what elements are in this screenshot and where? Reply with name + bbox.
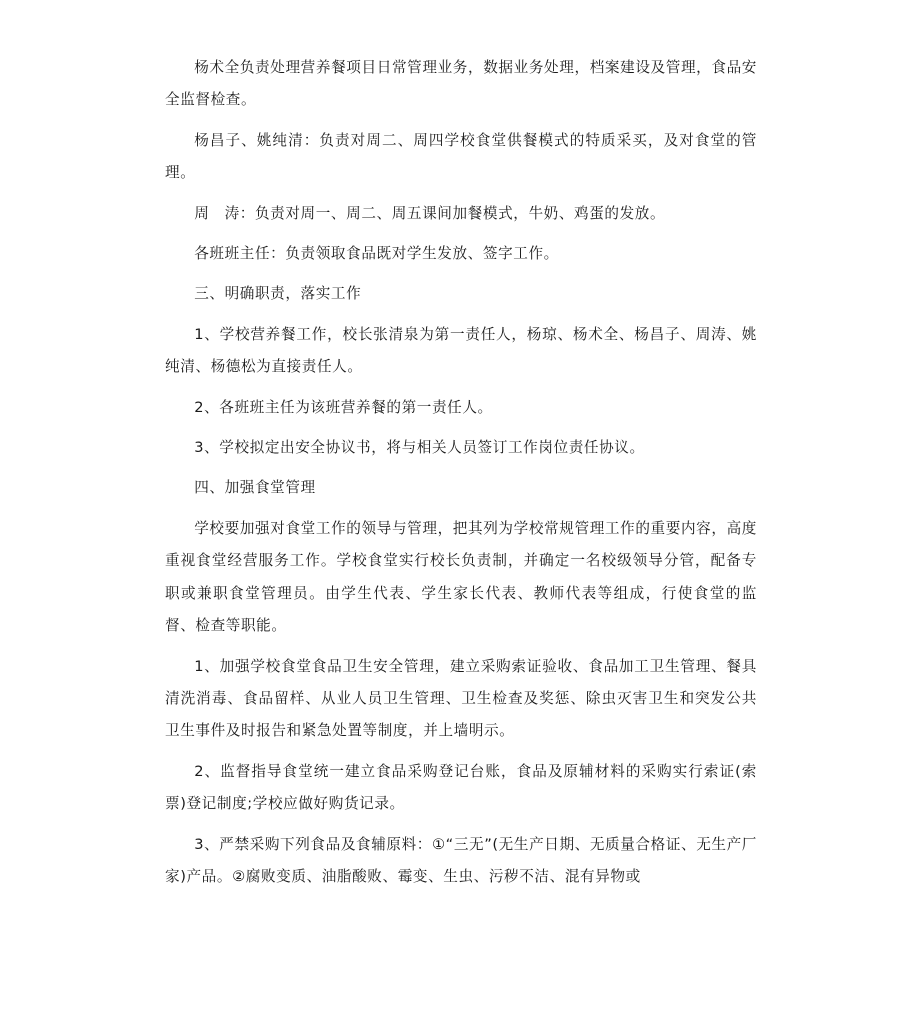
paragraph-staff-yang-shuquan: 杨术全负责处理营养餐项目日常管理业务，数据业务处理，档案建设及管理，食品安全监督检查。 <box>165 59 757 109</box>
paragraph-responsibility-2: 2、各班班主任为该班营养餐的第一责任人。 <box>194 398 493 416</box>
paragraph-canteen-3: 3、严禁采购下列食品及食辅原料：①“三无”(无生产日期、无质量合格证、无生产厂家)产品。②腐败变质、油脂酸败、霉变、生虫、污秽不洁、混有异物或 <box>165 835 757 885</box>
paragraph-canteen-intro: 学校要加强对食堂工作的领导与管理，把其列为学校常规管理工作的重要内容，高度重视食堂经营服务工作。学校食堂实行校长负责制，并确定一名校级领导分管，配备专职或兼职食堂管理员。由学生代表、学生家长代表、教师代表等组成，行使食堂的监督、检查等职能。 <box>165 519 757 635</box>
document-body <box>165 52 757 901</box>
paragraph-canteen-2: 2、监督指导食堂统一建立食品采购登记台账，食品及原辅材料的采购实行索证(索票)登记制度;学校应做好购货记录。 <box>165 762 757 813</box>
section-heading-canteen: 四、加强食堂管理 <box>194 479 316 497</box>
section-heading-responsibilities: 三、明确职责，落实工作 <box>194 285 362 303</box>
paragraph-canteen-1: 1、加强学校食堂食品卫生安全管理，建立采购索证验收、食品加工卫生管理、餐具清洗消毒、食品留样、从业人员卫生管理、卫生检查及奖惩、除虫灭害卫生和突发公共卫生事件及时报告和紧急处置等制度，并上墙明示。 <box>165 657 757 740</box>
paragraph-staff-yang-changzi: 杨昌子、姚纯清：负责对周二、周四学校食堂供餐模式的特质采买，及对食堂的管理。 <box>165 131 757 182</box>
paragraph-responsibility-1: 1、学校营养餐工作，校长张清泉为第一责任人，杨琼、杨术全、杨昌子、周涛、姚纯清、杨德松为直接责任人。 <box>165 325 757 376</box>
paragraph-class-teachers: 各班班主任：负责领取食品既对学生发放、签字工作。 <box>194 245 559 263</box>
paragraph-staff-zhou-tao: 周 涛：负责对周一、周二、周五课间加餐模式，牛奶、鸡蛋的发放。 <box>194 204 666 222</box>
paragraph-responsibility-3: 3、学校拟定出安全协议书，将与相关人员签订工作岗位责任协议。 <box>194 439 645 457</box>
